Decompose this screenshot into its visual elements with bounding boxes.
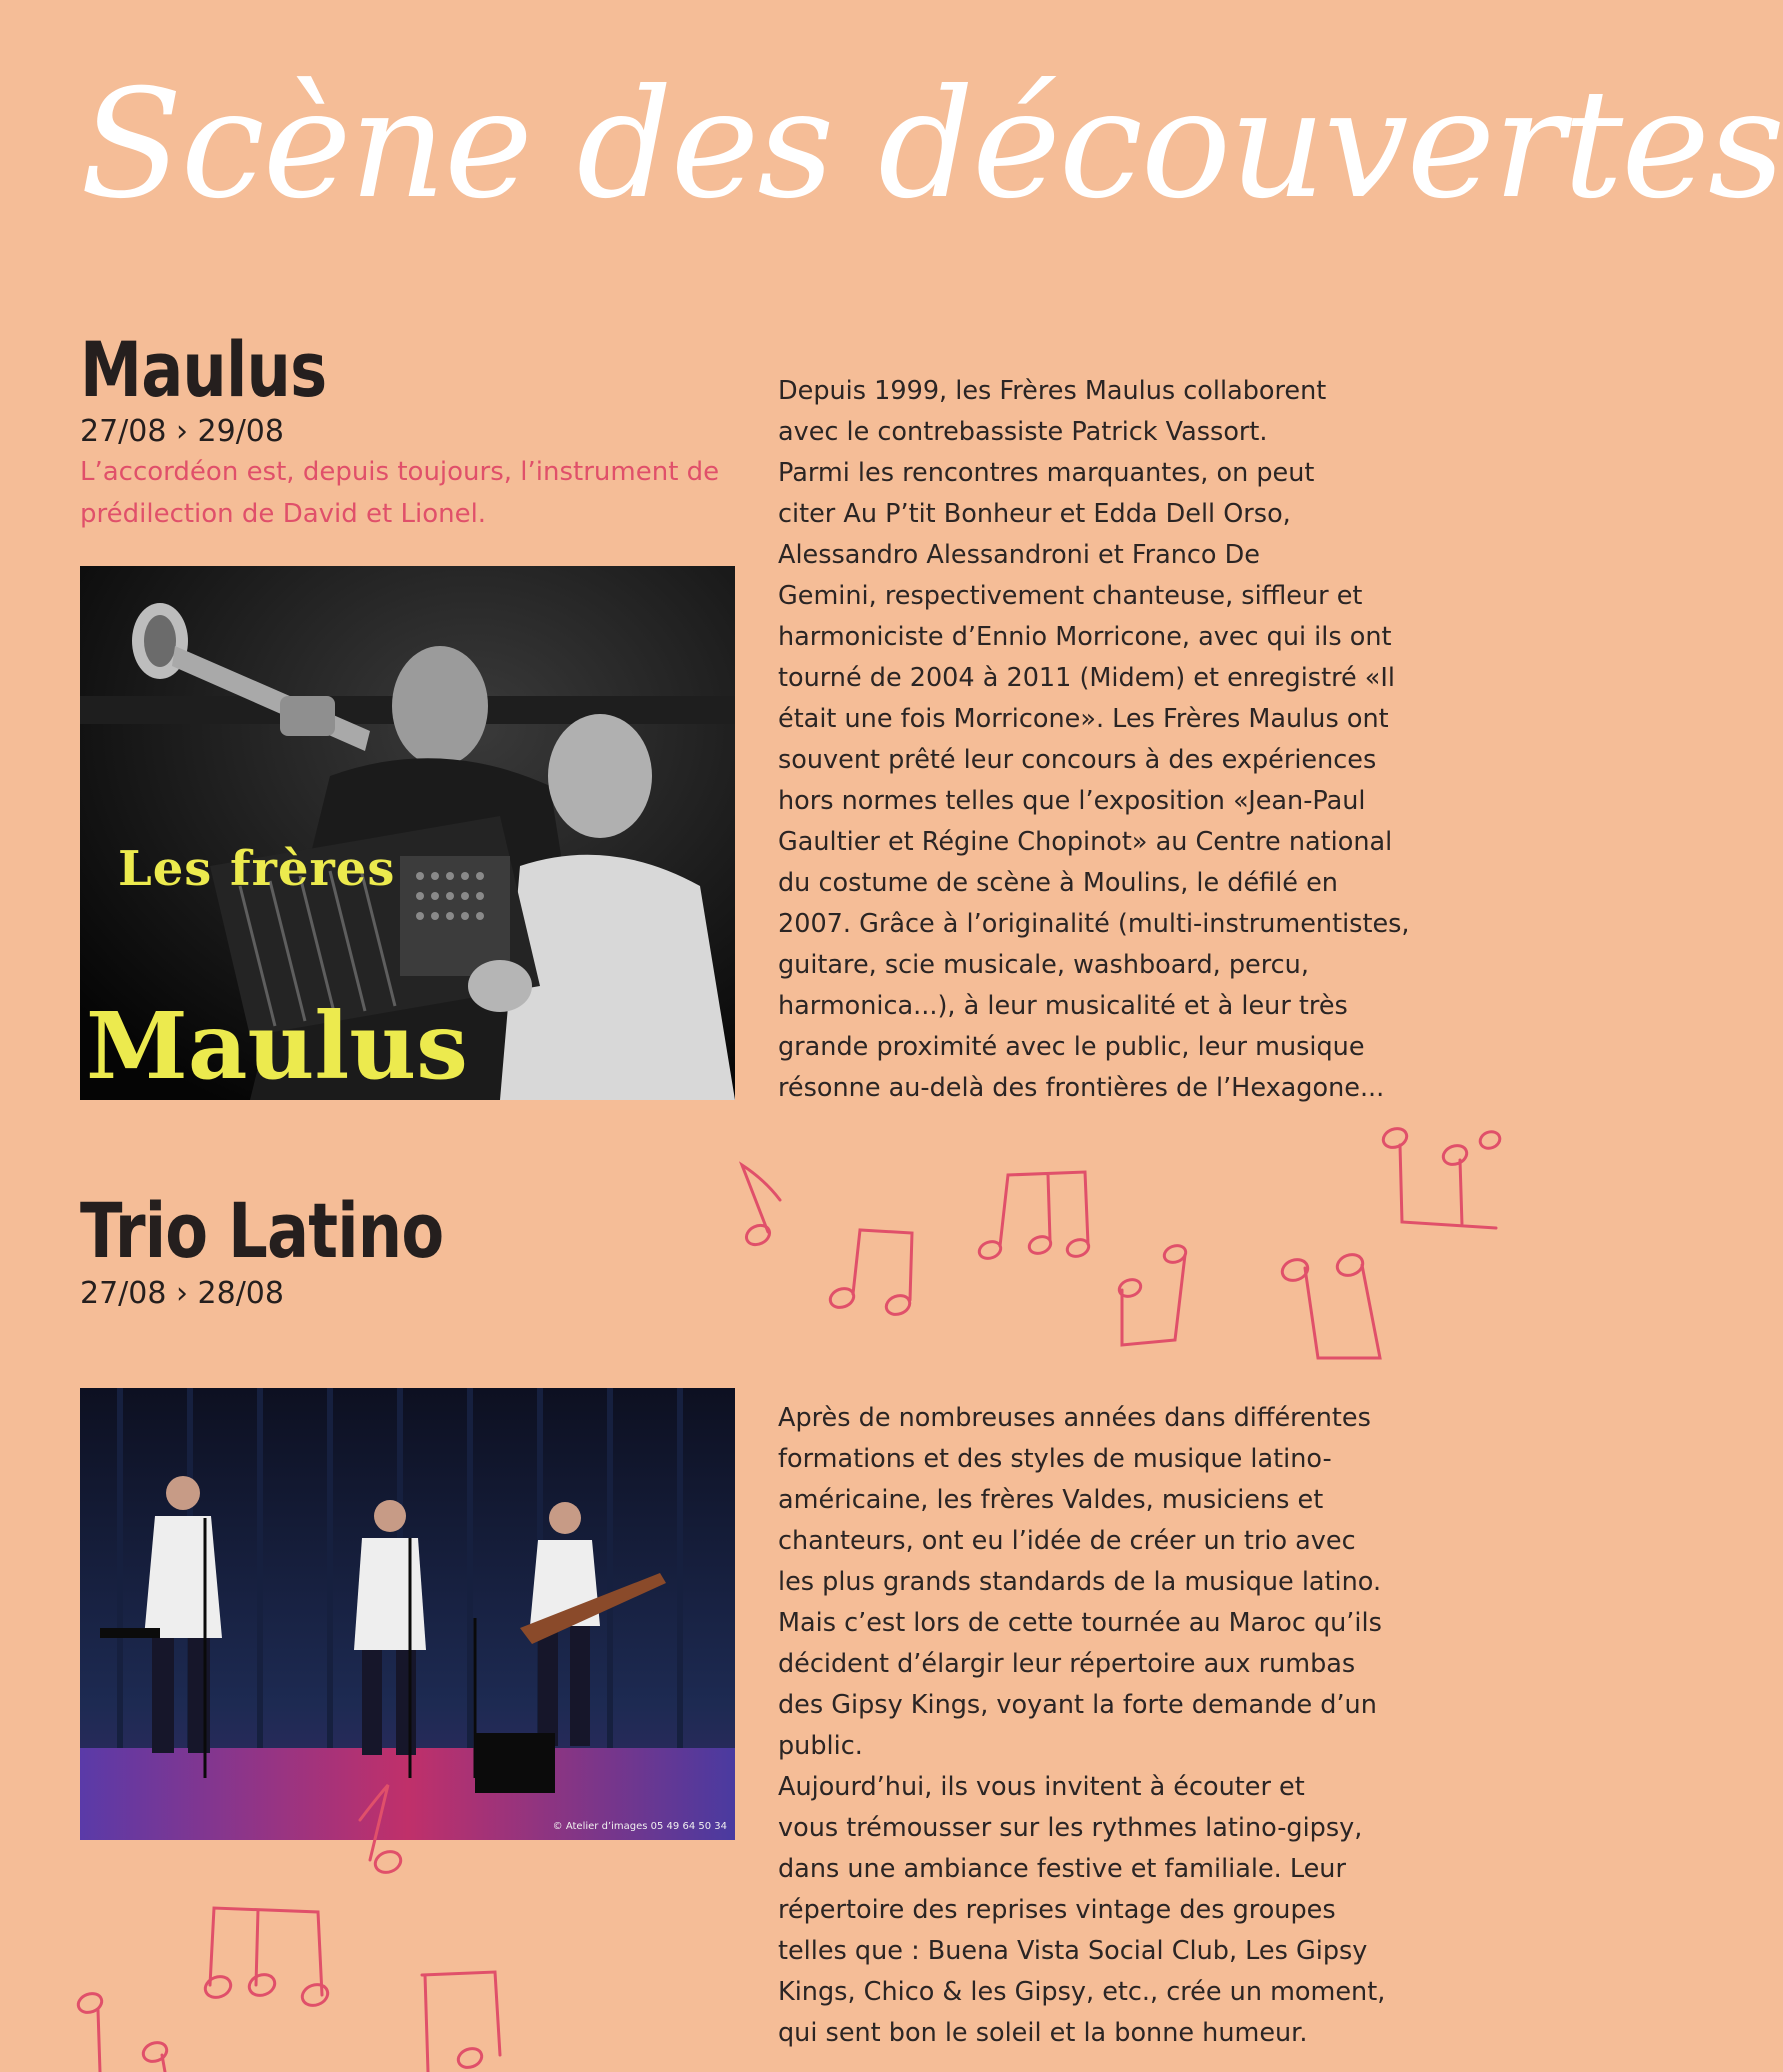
music-note-icon — [76, 1990, 170, 2072]
music-note-icon — [828, 1230, 913, 1318]
music-note-icon — [1279, 1251, 1380, 1358]
act-title-trio-latino: Trio Latino — [80, 1186, 444, 1275]
page-title: Scène des découvertes — [80, 58, 1783, 232]
act-dates-maulus: 27/08 › 29/08 — [80, 414, 284, 449]
music-note-icon — [1117, 1243, 1188, 1345]
act-description-trio-latino: Après de nombreuses années dans différentes formations et des styles de musique latino- américaine, les frères Valdes, musiciens et chanteurs, ont eu l’idée de créer un trio avec les plus grands standards de la musique latino. Mais c’est lors de cette tournée au Maroc qu’ils décident d’élargir leur répertoire aux rumbas des Gipsy Kings, voyant la forte demande d’un public. Aujourd’hui, ils vous invitent à écouter et vous trémousser sur les rythmes latino-gipsy, dans une ambiance festive et familiale. Leur répertoire des reprises vintage des groupes telles que : Buena Vista Social Club, Les Gipsy Kings, Chico & les Gipsy, etc., crée un moment, qui sent bon le soleil et la bonne humeur. — [778, 1403, 1386, 2048]
photo-overlay-line1: Les frères — [118, 841, 396, 897]
trio-on-stage-photo — [80, 1388, 735, 1840]
music-note-icon — [977, 1172, 1091, 1261]
trio-latino-photo — [80, 1388, 735, 1840]
photo-credit: © Atelier d’images 05 49 64 50 34 — [552, 1821, 727, 1832]
act-tagline-maulus: L’accordéon est, depuis toujours, l’instrument de prédilection de David et Lionel. — [80, 457, 720, 529]
music-note-icon — [742, 1165, 780, 1248]
act-dates-trio-latino: 27/08 › 28/08 — [80, 1276, 284, 1311]
music-note-icon — [422, 1972, 500, 2072]
act-title-maulus: Maulus — [80, 325, 327, 414]
photo-overlay-line2: Maulus — [86, 992, 468, 1100]
music-note-icon — [202, 1908, 330, 2009]
act-description-maulus: Depuis 1999, les Frères Maulus collaborent avec le contrebassiste Patrick Vassort. Parmi les rencontres marquantes, on peut citer Au P’tit Bonheur et Edda Dell Orso, Alessandro Alessandroni et Franco De Gemini, respectivement chanteuse, siffleur et harmoniciste d’Ennio Morricone, avec qui ils ont tourné de 2004 à 2011 (Midem) et enregistré «Il était une fois Morricone». Les Frères Maulus ont souvent prêté leur concours à des expériences hors normes telles que l’exposition «Jean-Paul Gaultier et Régine Chopinot» au Centre national du costume de scène à Moulins, le défilé en 2007. Grâce à l’originalité (multi-instrumentistes, guitare, scie musicale, washboard, percu, harmonica...), à leur musicalité et à leur très grande proximité avec le public, leur musique résonne au-delà des frontières de l’Hexagone... — [778, 376, 1410, 1103]
music-note-icon — [1381, 1125, 1502, 1228]
maulus-photo — [80, 566, 735, 1100]
